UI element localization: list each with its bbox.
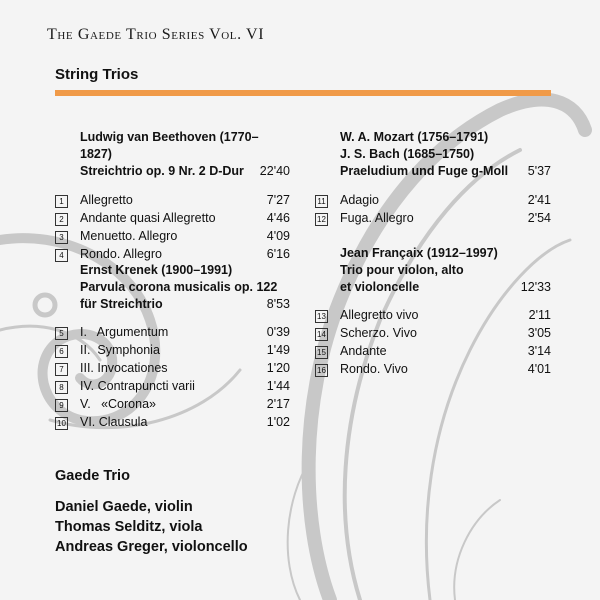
track-row xyxy=(55,378,290,396)
work-duration: 22'40 xyxy=(259,164,290,178)
track-row xyxy=(315,361,551,379)
krenek-section xyxy=(55,262,290,432)
work-title: Praeludium und Fuge g-Moll xyxy=(340,164,509,178)
track-number: 7 xyxy=(55,363,68,376)
player-viola: Thomas Selditz, viola xyxy=(55,519,203,535)
track-title: Fuga. Allegro xyxy=(340,211,414,225)
track-duration: 7'27 xyxy=(266,193,290,207)
work-duration: 5'37 xyxy=(527,164,551,178)
ensemble-name: Gaede Trio xyxy=(55,468,130,484)
track-row xyxy=(55,342,290,360)
player-violoncello: Andreas Greger, violoncello xyxy=(55,539,248,555)
track-row xyxy=(55,360,290,378)
work-duration: 8'53 xyxy=(266,297,290,311)
track-duration: 1'44 xyxy=(266,379,290,393)
track-title: Scherzo. Vivo xyxy=(340,326,417,340)
track-duration: 1'49 xyxy=(266,343,290,357)
track-number: 12 xyxy=(315,213,328,226)
track-row xyxy=(55,396,290,414)
track-title: Rondo. Allegro xyxy=(80,247,163,261)
players-list xyxy=(55,497,248,557)
work-francaix-line1: Trio pour violon, alto xyxy=(340,263,464,277)
track-row xyxy=(315,210,551,228)
player-violin: Daniel Gaede, violin xyxy=(55,499,193,515)
track-title: Allegretto vivo xyxy=(340,308,419,322)
track-duration: 2'11 xyxy=(528,308,551,322)
track-title: Rondo. Vivo xyxy=(340,362,408,376)
track-title: VI. Clausula xyxy=(80,415,148,429)
composer-beethoven: Ludwig van Beethoven (1770–1827) xyxy=(80,130,259,161)
francaix-section xyxy=(315,245,551,379)
work-title: Streichtrio op. 9 Nr. 2 D-Dur xyxy=(80,164,244,178)
track-duration: 2'17 xyxy=(266,397,290,411)
track-duration: 1'02 xyxy=(266,415,290,429)
album-subtitle: String Trios xyxy=(55,66,139,83)
track-duration: 2'41 xyxy=(527,193,551,207)
track-duration: 3'05 xyxy=(527,326,551,340)
track-number: 4 xyxy=(55,249,68,262)
track-duration: 1'20 xyxy=(266,361,290,375)
track-number: 15 xyxy=(315,346,328,359)
track-title: Andante quasi Allegretto xyxy=(80,211,216,225)
track-row xyxy=(315,343,551,361)
work-beethoven xyxy=(55,163,290,180)
work-krenek-line1: Parvula corona musicalis op. 122 xyxy=(80,280,278,294)
accent-rule xyxy=(55,90,551,96)
track-title: Adagio xyxy=(340,193,379,207)
track-duration: 3'14 xyxy=(527,344,551,358)
track-title: Andante xyxy=(340,344,387,358)
work-title-line2: et violoncelle xyxy=(340,280,420,294)
track-duration: 4'01 xyxy=(527,362,551,376)
composer-mozart: W. A. Mozart (1756–1791) xyxy=(340,130,489,144)
composer-bach: J. S. Bach (1685–1750) xyxy=(340,147,475,161)
track-title: III. Invocationes xyxy=(80,361,168,375)
track-row xyxy=(55,228,290,246)
track-number: 6 xyxy=(55,345,68,358)
track-duration: 4'09 xyxy=(266,229,290,243)
track-title: I. Argumentum xyxy=(80,325,169,339)
track-number: 8 xyxy=(55,381,68,394)
track-number: 11 xyxy=(315,195,328,208)
track-number: 2 xyxy=(55,213,68,226)
track-title: IV. Contrapuncti varii xyxy=(80,379,195,393)
composer-krenek: Ernst Krenek (1900–1991) xyxy=(80,263,233,277)
work-title-line2: für Streichtrio xyxy=(80,297,163,311)
track-row xyxy=(315,192,551,210)
work-praeludium xyxy=(315,163,551,180)
track-number: 9 xyxy=(55,399,68,412)
track-title: V. «Corona» xyxy=(80,397,156,411)
track-title: II. Symphonia xyxy=(80,343,160,357)
track-duration: 6'16 xyxy=(266,247,290,261)
track-number: 10 xyxy=(55,417,68,430)
track-row xyxy=(315,325,551,343)
track-number: 3 xyxy=(55,231,68,244)
work-duration: 12'33 xyxy=(520,280,551,294)
track-row xyxy=(315,307,551,325)
track-duration: 4'46 xyxy=(266,211,290,225)
beethoven-section xyxy=(55,129,290,264)
track-duration: 2'54 xyxy=(527,211,551,225)
track-row xyxy=(55,414,290,432)
track-title: Menuetto. Allegro xyxy=(80,229,178,243)
track-title: Allegretto xyxy=(80,193,133,207)
track-number: 5 xyxy=(55,327,68,340)
work-francaix xyxy=(315,279,551,296)
track-number: 13 xyxy=(315,310,328,323)
track-number: 1 xyxy=(55,195,68,208)
track-row xyxy=(55,324,290,342)
mozart-bach-section xyxy=(315,129,551,228)
work-krenek xyxy=(55,296,290,313)
track-row xyxy=(55,210,290,228)
track-row xyxy=(55,192,290,210)
composer-francaix: Jean Françaix (1912–1997) xyxy=(340,246,498,260)
series-title: The Gaede Trio Series Vol. VI xyxy=(47,26,265,43)
track-number: 16 xyxy=(315,364,328,377)
track-duration: 0'39 xyxy=(266,325,290,339)
track-number: 14 xyxy=(315,328,328,341)
